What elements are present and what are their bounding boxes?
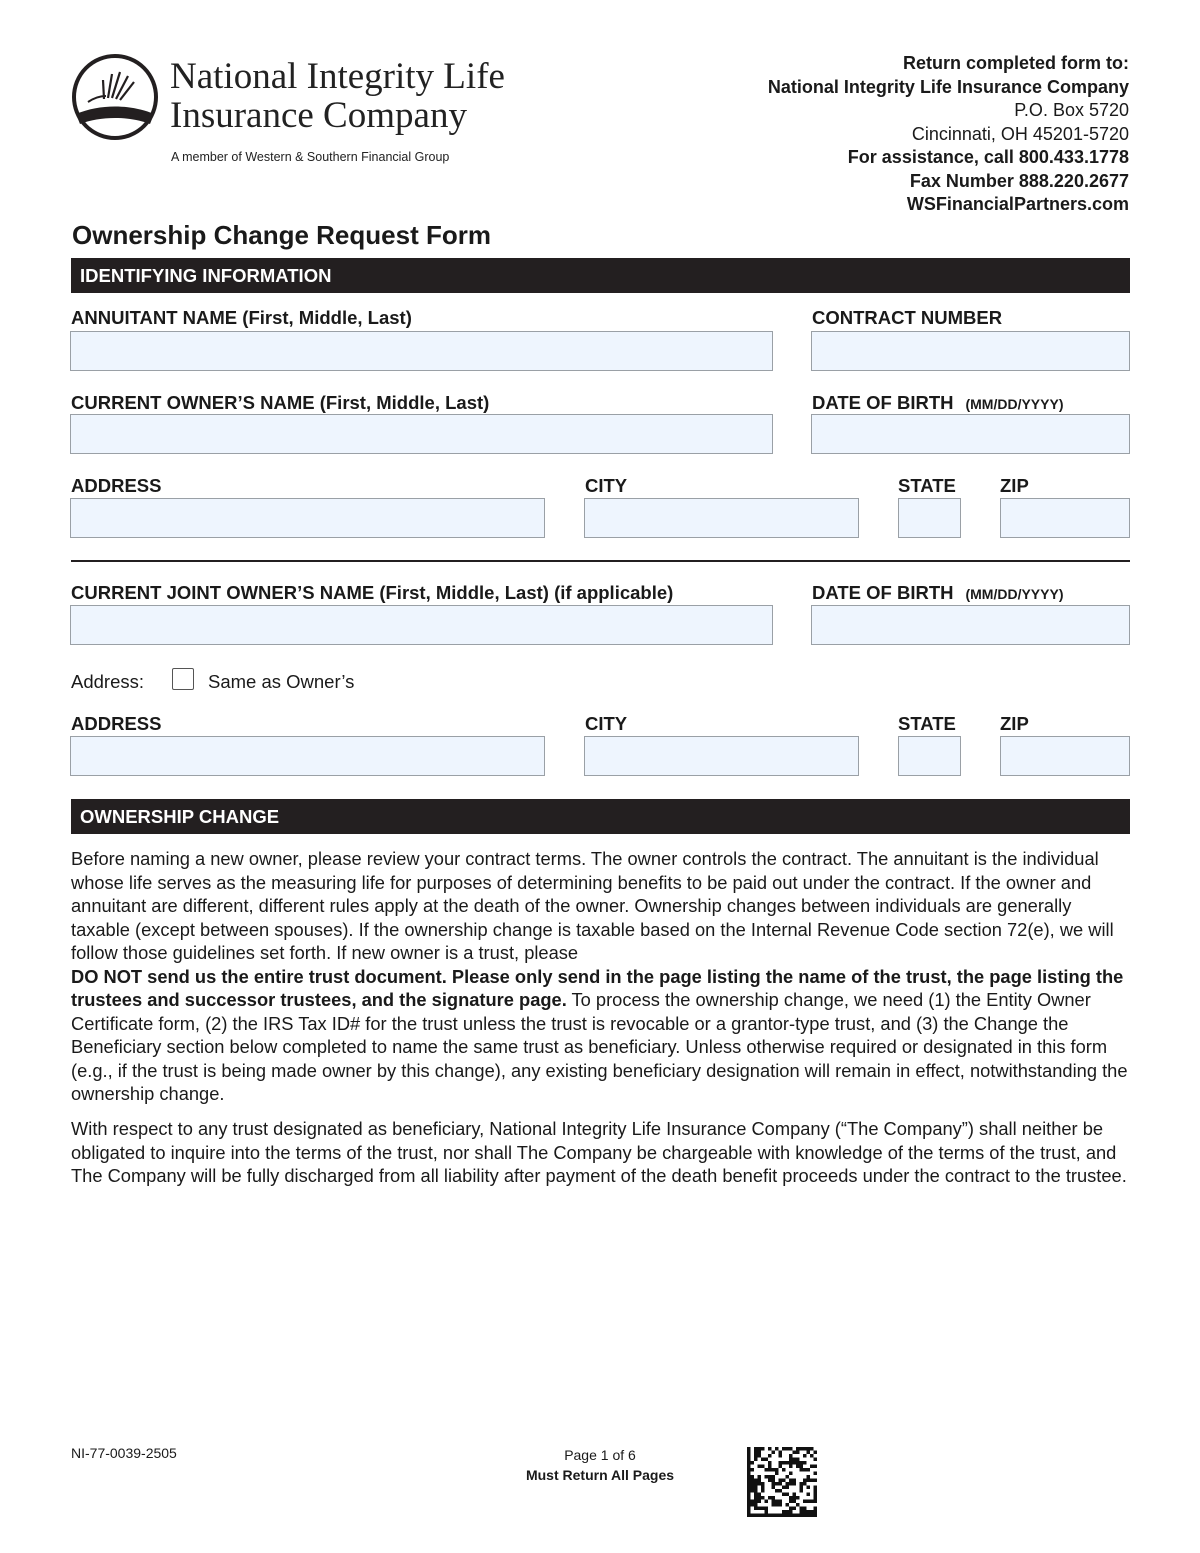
page-number: Page 1 of 6 <box>564 1447 636 1463</box>
page-title: Ownership Change Request Form <box>72 220 491 250</box>
joint-zip-field[interactable] <box>1000 736 1130 776</box>
return-po-box: P.O. Box 5720 <box>1014 100 1129 120</box>
barcode-icon <box>747 1447 817 1517</box>
para1-trust-warning: DO NOT send us the entire trust document. Please only send in the page listing the name of the trust, the page listing the trustees and successor trustees, and the signature page. <box>71 965 1124 1010</box>
owner-state-label: STATE <box>898 475 956 496</box>
owner-state-input[interactable] <box>899 499 960 537</box>
joint-dob-label <box>812 582 1063 604</box>
owner-dob-format: (MM/DD/YYYY) <box>965 396 1064 412</box>
ownership-instructions <box>71 847 1131 1106</box>
annuitant-name-label: ANNUITANT NAME (First, Middle, Last) <box>71 307 412 328</box>
assistance-phone: For assistance, call 800.433.1778 <box>847 147 1129 167</box>
joint-owner-name-input[interactable] <box>71 606 772 644</box>
joint-address-label: ADDRESS <box>71 713 162 734</box>
joint-city-label: CITY <box>585 713 628 734</box>
trust-beneficiary-paragraph <box>71 1117 1131 1188</box>
form-id: NI-77-0039-2505 <box>71 1445 177 1461</box>
logo-tagline: A member of Western & Southern Financial Group <box>171 150 450 164</box>
website: WSFinancialPartners.com <box>906 194 1129 214</box>
page-indicator <box>500 1445 700 1485</box>
owner-address-field[interactable] <box>70 498 545 538</box>
owner-dob-field[interactable] <box>811 414 1130 454</box>
same-as-owner-checkbox[interactable] <box>172 668 194 690</box>
return-city-state-zip: Cincinnati, OH 45201-5720 <box>911 123 1129 144</box>
joint-owner-name-label: CURRENT JOINT OWNER’S NAME (First, Middle, Last) (if applicable) <box>71 582 674 603</box>
owner-address-input[interactable] <box>71 499 544 537</box>
same-as-owner-label: Same as Owner’s <box>208 671 355 692</box>
owner-name-label: CURRENT OWNER’S NAME (First, Middle, Last) <box>71 392 490 413</box>
joint-zip-input[interactable] <box>1001 737 1129 775</box>
contract-number-field[interactable] <box>811 331 1130 371</box>
fax-number: Fax Number 888.220.2677 <box>909 170 1129 191</box>
joint-state-label: STATE <box>898 713 956 734</box>
joint-owner-name-field[interactable] <box>70 605 773 645</box>
contract-number-input[interactable] <box>812 332 1129 370</box>
owner-name-input[interactable] <box>71 415 772 453</box>
company-logo-icon <box>70 52 160 142</box>
joint-address-input[interactable] <box>71 737 544 775</box>
owner-name-field[interactable] <box>70 414 773 454</box>
joint-city-input[interactable] <box>585 737 858 775</box>
must-return-note: Must Return All Pages <box>525 1467 675 1483</box>
joint-owner-dob-field[interactable] <box>811 605 1130 645</box>
owner-dob-input[interactable] <box>812 415 1129 453</box>
owner-address-label: ADDRESS <box>71 475 162 496</box>
logo-line-2: Insurance Company <box>170 95 467 136</box>
owner-zip-label: ZIP <box>1000 475 1029 496</box>
owner-zip-input[interactable] <box>1001 499 1129 537</box>
joint-state-input[interactable] <box>899 737 960 775</box>
owner-dob-label <box>812 392 1063 414</box>
joint-owner-dob-input[interactable] <box>812 606 1129 644</box>
owner-zip-field[interactable] <box>1000 498 1130 538</box>
return-company: National Integrity Life Insurance Company <box>767 76 1129 97</box>
owner-state-field[interactable] <box>898 498 961 538</box>
owner-city-input[interactable] <box>585 499 858 537</box>
joint-state-field[interactable] <box>898 736 961 776</box>
section-divider <box>71 560 1130 562</box>
address-prefix-label: Address: <box>71 671 145 692</box>
para1-intro: Before naming a new owner, please review your contract terms. The owner controls the contract. The annuitant is the individual whose life serves as the measuring life for purposes of determining benefits to be paid out under the contract. If the owner and annuitant are different, different rules apply at the death of the owner. Ownership changes between individuals are generally taxable (except between spouses). If the ownership change is taxable based on the Internal Revenue Code section 72(e), we will follow those guidelines set forth. If new owner is a trust, please <box>71 848 1114 963</box>
ownership-paragraph-2: With respect to any trust designated as beneficiary, National Integrity Life Insurance Company (“The Company”) shall neither be obligated to inquire into the terms of the trust, nor shall The Company be chargeable with knowledge of the terms of the trust, and The Company will be fully discharged from all liability after payment of the death benefit proceeds under the contract to the trustee. <box>71 1118 1127 1186</box>
return-address-block <box>569 52 1129 217</box>
joint-city-field[interactable] <box>584 736 859 776</box>
joint-address-field[interactable] <box>70 736 545 776</box>
owner-city-field[interactable] <box>584 498 859 538</box>
ownership-paragraph-1 <box>71 847 1131 1106</box>
owner-dob-label-text: DATE OF BIRTH <box>812 392 954 413</box>
joint-dob-label-text: DATE OF BIRTH <box>812 582 954 603</box>
joint-dob-format: (MM/DD/YYYY) <box>965 586 1064 602</box>
logo-line-1: National Integrity Life <box>170 56 505 97</box>
annuitant-name-input[interactable] <box>71 332 772 370</box>
return-heading: Return completed form to: <box>902 53 1129 73</box>
joint-zip-label: ZIP <box>1000 713 1029 734</box>
section-header-ownership-change: OWNERSHIP CHANGE <box>71 799 1130 834</box>
para1-requirements: To process the ownership change, we need (1) the Entity Owner Certificate form, (2) the IRS Tax ID# for the trust unless the trust is revocable or a grantor-type trust, and (3) the Change the Beneficiary section below completed to name the same trust as beneficiary. Unless otherwise required or designated in this form (e.g., if the trust is being made owner by this change), any existing beneficiary designation will remain in effect, notwithstanding the ownership change. <box>71 989 1128 1104</box>
contract-number-label: CONTRACT NUMBER <box>812 307 1003 328</box>
annuitant-name-field[interactable] <box>70 331 773 371</box>
owner-city-label: CITY <box>585 475 628 496</box>
section-header-identifying: IDENTIFYING INFORMATION <box>71 258 1130 293</box>
